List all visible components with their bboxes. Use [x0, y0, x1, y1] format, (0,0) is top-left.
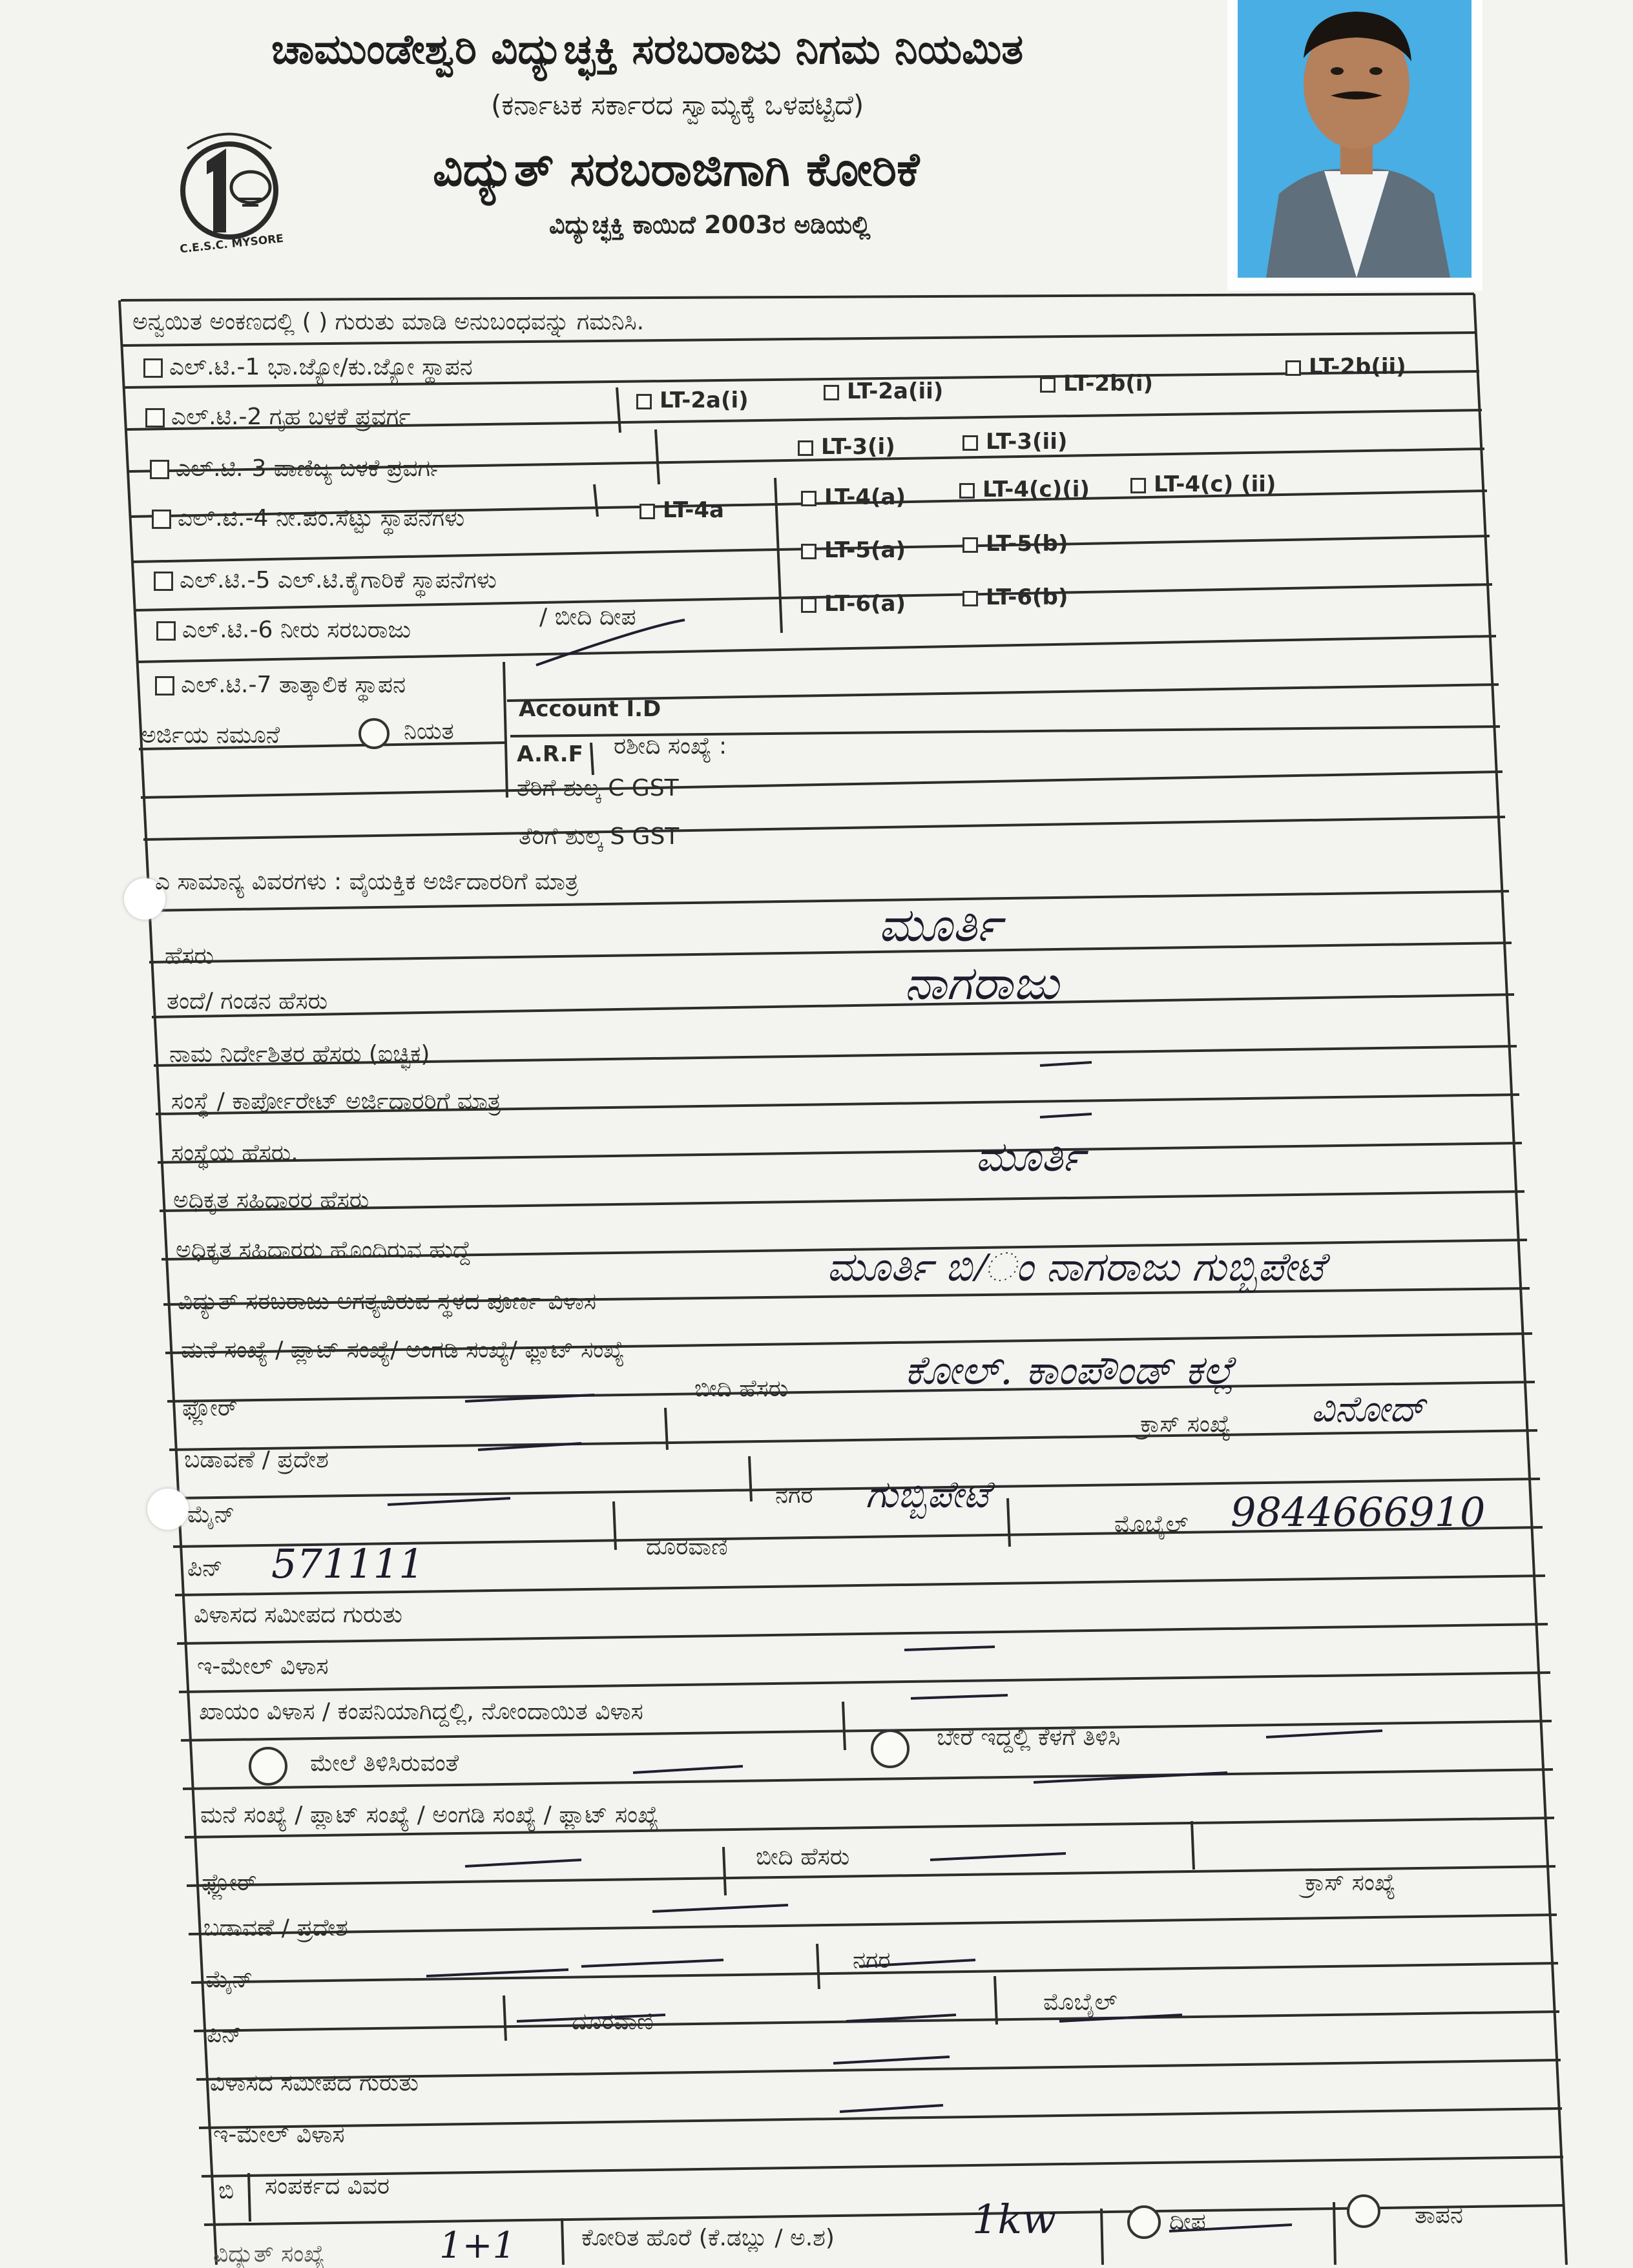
name-value[interactable]: ಮೂರ್ತಿ — [879, 898, 1001, 952]
regular-option-label: ನಿಯತ — [404, 718, 454, 745]
cgst-label: ತೆರಿಗೆ ಶುಲ್ಕ C GST — [517, 775, 679, 801]
lt2b-i-checkbox[interactable] — [1040, 377, 1056, 393]
cross-number-value[interactable]: ವಿನೋದ್ — [1311, 1388, 1425, 1430]
form-title: ವಿದ್ಯುತ್ ಸರಬರಾಜಿಗಾಗಿ ಕೋರಿಕೆ — [433, 142, 920, 196]
lt4a-option[interactable] — [640, 497, 724, 523]
heating-label: ತಾಪನ — [1415, 2202, 1463, 2229]
lt5a-option[interactable] — [801, 537, 906, 563]
lt4c-i-option[interactable] — [959, 477, 1090, 502]
perm-floor-label: ಫ್ಲೋರ್ — [202, 1870, 257, 1896]
lt6a-checkbox[interactable] — [801, 597, 816, 613]
lt6a-label: LT-6(a) — [824, 591, 906, 617]
lt4c-i-label: LT-4(c)(i) — [983, 477, 1090, 502]
bottom-count-label: ವಿದ್ಯುತ್ ಸಂಖ್ಯೆ — [213, 2241, 325, 2267]
general-section-title: ಎ ಸಾಮಾನ್ಯ ವಿವರಗಳು : ವೈಯಕ್ತಿಕ ಅರ್ಜಿದಾರರಿಗೆ ಮಾತ್ರ — [155, 869, 579, 895]
house-number-label: ಮನೆ ಸಂಖ್ಯೆ / ಪ್ಲಾಟ್ ಸಂಖ್ಯೆ/ ಅಂಗಡಿ ಸಂಖ್ಯೆ/ ಫ್ಲಾಟ್ ಸಂಖ್ಯೆ — [181, 1337, 625, 1363]
supply-address-value[interactable]: ಮೂರ್ತಿ ಬಿ/ಂ ನಾಗರಾಜು ಗುಬ್ಬಿಪೇಟೆ — [827, 1243, 1325, 1290]
lt3-ii-label: LT-3(ii) — [986, 429, 1068, 455]
perm-phone-label: ದೂರವಾಣಿ — [572, 2008, 654, 2035]
perm-layout-label: ಬಡಾವಣೆ / ಪ್ರದೇಶ — [203, 1915, 348, 1941]
lt4a-label: LT-4a — [663, 497, 724, 523]
lt2b-ii-option[interactable] — [1285, 354, 1406, 380]
lt4-option[interactable] — [152, 505, 464, 532]
lt6b-label: LT-6(b) — [986, 584, 1068, 610]
lt2-checkbox[interactable] — [145, 408, 165, 428]
corporate-label: ಸಂಸ್ಥೆ / ಕಾರ್ಪೋರೇಟ್ ಅರ್ಜಿದಾರರಿಗೆ ಮಾತ್ರ — [171, 1088, 501, 1115]
lt5-label: ಎಲ್.ಟಿ.-5 ಎಲ್.ಟಿ.ಕೈಗಾರಿಕೆ ಸ್ಥಾಪನೆಗಳು — [180, 567, 497, 593]
lt3-option[interactable] — [150, 455, 442, 482]
act-line: ವಿದ್ಯುಚ್ಛಕ್ತಿ ಕಾಯಿದೆ 2003ರ ಅಡಿಯಲ್ಲಿ — [549, 211, 871, 239]
name-label: ಹೆಸರು — [165, 943, 214, 969]
lt4c-i-checkbox[interactable] — [959, 483, 975, 499]
lt4-a-label: LT-4(a) — [824, 484, 906, 510]
application-type-label: ಅರ್ಜಿಯ ನಮೂನೆ — [141, 722, 280, 748]
lt5b-checkbox[interactable] — [962, 537, 978, 553]
connection-section-code: ಬಿ — [218, 2178, 234, 2204]
perm-city-label: ನಗರ — [853, 1947, 891, 1974]
lt3-i-option[interactable] — [798, 434, 895, 460]
perm-pin-label: ಪಿನ್ — [207, 2021, 242, 2048]
perm-cross-number-label: ಕ್ರಾಸ್ ಸಂಖ್ಯೆ — [1305, 1870, 1396, 1896]
lt3-label: ಎಲ್.ಟಿ.-3 ವಾಣಿಜ್ಯ ಬಳಕೆ ಪ್ರವರ್ಗ — [176, 455, 442, 482]
bottom-count-value[interactable]: 1+1 — [439, 2225, 516, 2267]
lt6b-option[interactable] — [962, 584, 1068, 610]
main-label: ಮೈನ್ — [187, 1501, 235, 1528]
lt6-label: ಎಲ್.ಟಿ.-6 ನೀರು ಸರಬರಾಜು — [182, 617, 411, 643]
lt4c-ii-option[interactable] — [1130, 471, 1276, 497]
lt4-a-checkbox[interactable] — [801, 491, 816, 506]
instruction-text: ಅನ್ವಯಿತ ಅಂಕಣದಲ್ಲಿ ( ) ಗುರುತು ಮಾಡಿ ಅನುಬಂಧವನ್ನು ಗಮನಿಸಿ. — [132, 309, 645, 335]
father-name-value[interactable]: ನಾಗರಾಜು — [904, 956, 1059, 1010]
arf-label: A.R.F — [517, 741, 583, 767]
lt1-option[interactable] — [143, 354, 473, 381]
father-name-label: ತಂದೆ/ ಗಂಡನ ಹೆಸರು — [167, 988, 328, 1015]
authorised-signatory-label: ಅಧಿಕೃತ ಸಹಿದಾರರ ಹೆಸರು — [173, 1187, 369, 1213]
lt2a-ii-label: LT-2a(ii) — [847, 378, 944, 404]
lt2-label: ಎಲ್.ಟಿ.-2 ಗೃಹ ಬಳಕೆ ಪ್ರವರ್ಗ — [171, 404, 411, 430]
perm-landmark-label: ವಿಳಾಸದ ಸಮೀಪದ ಗುರುತು — [210, 2070, 419, 2096]
supply-address-label: ವಿದ್ಯುತ್ ಸರಬರಾಜು ಅಗತ್ಯವಿರುವ ಸ್ಥಳದ ಪೂರ್ಣ ವಿಳಾಸ — [178, 1288, 596, 1315]
landmark-label: ವಿಳಾಸದ ಸಮೀಪದ ಗುರುತು — [194, 1602, 402, 1628]
city-value[interactable]: ಗುಬ್ಬಿಪೇಟೆ — [866, 1472, 990, 1516]
perm-email-label: ಇ-ಮೇಲ್ ವಿಳಾಸ — [213, 2121, 345, 2148]
lt2b-ii-checkbox[interactable] — [1285, 360, 1301, 376]
lt1-label: ಎಲ್.ಟಿ.-1 ಭಾ.ಜ್ಯೋ/ಕು.ಜ್ಯೋ ಸ್ಥಾಪನ — [169, 354, 473, 380]
perm-mobile-label: ಮೊಬೈಲ್ — [1043, 1989, 1118, 2015]
phone-label: ದೂರವಾಣಿ — [646, 1534, 728, 1560]
same-as-above-radio[interactable] — [249, 1747, 287, 1786]
perm-house-number-label: ಮನೆ ಸಂಖ್ಯೆ / ಪ್ಲಾಟ್ ಸಂಖ್ಯೆ / ಅಂಗಡಿ ಸಂಖ್ಯೆ / ಫ್ಲಾಟ್ ಸಂಖ್ಯೆ — [200, 1802, 659, 1828]
lt4c-ii-checkbox[interactable] — [1130, 478, 1146, 493]
connection-section-title: ಸಂಪರ್ಕದ ವಿವರ — [265, 2173, 390, 2200]
lt3-i-checkbox[interactable] — [798, 440, 813, 456]
lt5-option[interactable] — [154, 567, 497, 594]
company-name: ಚಾಮುಂಡೇಶ್ವರಿ ವಿದ್ಯುಚ್ಛಕ್ತಿ ಸರಬರಾಜು ನಿಗಮ ನಿಯಮಿತ — [271, 26, 1024, 74]
lt2-option[interactable] — [145, 404, 411, 431]
receipt-number-label: ರಶೀದಿ ಸಂಖ್ಯೆ : — [614, 733, 727, 759]
authorised-position-label: ಅಧಿಕೃತ ಸಹಿದಾರರು ಹೊಂದಿರುವ ಹುದ್ದೆ — [176, 1237, 471, 1263]
same-as-above-label: ಮೇಲೆ ತಿಳಿಸಿರುವಂತೆ — [310, 1750, 459, 1777]
lt5b-label: LT-5(b) — [986, 531, 1068, 557]
email-label: ಇ-ಮೇಲ್ ವಿಳಾಸ — [197, 1653, 329, 1680]
permanent-address-title: ಖಾಯಂ ವಿಳಾಸ / ಕಂಪನಿಯಾಗಿದ್ದಲ್ಲಿ, ನೋಂದಾಯಿತ ವಿಳಾಸ — [199, 1698, 643, 1725]
lt4a-checkbox[interactable] — [640, 504, 655, 519]
lt3-ii-checkbox[interactable] — [962, 435, 978, 451]
lt6b-checkbox[interactable] — [962, 591, 978, 606]
mobile-value[interactable]: 9844666910 — [1231, 1489, 1486, 1536]
lt5a-label: LT-5(a) — [824, 537, 906, 563]
lt4-checkbox[interactable] — [152, 510, 171, 529]
light-label: ದೀಪ — [1169, 2209, 1206, 2235]
account-id-label: Account I.D — [519, 696, 661, 722]
authorised-signatory-value[interactable]: ಮೂರ್ತಿ — [975, 1133, 1085, 1181]
lt5b-option[interactable] — [962, 531, 1068, 557]
lt7-checkbox[interactable] — [155, 676, 174, 696]
lt2b-ii-label: LT-2b(ii) — [1309, 354, 1406, 380]
nominee-label: ನಾಮ ನಿರ್ದೇಶಿತರ ಹೆಸರು (ಐಚ್ಛಿಕ) — [169, 1041, 430, 1067]
lt4-label: ಎಲ್.ಟಿ.-4 ನೀ.ಪಂ.ಸೆಟ್ಟು ಸ್ಥಾಪನೆಗಳು — [178, 505, 465, 531]
lt2a-ii-option[interactable] — [824, 378, 943, 404]
lt2b-i-option[interactable] — [1040, 371, 1153, 397]
company-subtitle: (ಕರ್ನಾಟಕ ಸರ್ಕಾರದ ಸ್ವಾಮ್ಯಕ್ಕೆ ಒಳಪಟ್ಟಿದೆ) — [491, 89, 864, 121]
pin-label: ಪಿನ್ — [187, 1555, 223, 1582]
lt5a-checkbox[interactable] — [801, 544, 816, 559]
punch-hole-bottom — [147, 1489, 189, 1530]
lt2a-i-checkbox[interactable] — [636, 394, 652, 409]
organisation-name-label: ಸಂಸ್ಥೆಯ ಹೆಸರು. — [171, 1140, 298, 1166]
sgst-label: ತೆರಿಗೆ ಶುಲ್ಕ S GST — [519, 823, 680, 850]
floor-label: ಫ್ಲೋರ್ — [182, 1395, 238, 1421]
lt6a-option[interactable] — [801, 591, 906, 617]
layout-area-label: ಬಡಾವಣೆ / ಪ್ರದೇಶ — [184, 1447, 329, 1473]
lt3-checkbox[interactable] — [150, 460, 169, 479]
lt2a-i-option[interactable] — [636, 387, 749, 413]
lt4c-ii-label: LT-4(c) (ii) — [1154, 471, 1276, 497]
street-name-label: ಬೀದಿ ಹೆಸರು — [694, 1376, 789, 1402]
lt3-i-label: LT-3(i) — [821, 434, 895, 460]
lt3-ii-option[interactable] — [962, 429, 1067, 455]
requested-load-value[interactable]: 1kw — [972, 2196, 1057, 2243]
lt4-a-option[interactable] — [801, 484, 906, 510]
house-number-value[interactable]: ಕೋಲ್. ಕಾಂಪೌಂಡ್ ಕಲ್ಲೆ — [904, 1346, 1236, 1394]
lt6-checkbox[interactable] — [156, 621, 176, 641]
lt6-option[interactable] — [156, 617, 411, 644]
regular-radio[interactable] — [359, 718, 390, 749]
perm-main-label: ಮೈನ್ — [205, 1966, 253, 1993]
lt2a-i-label: LT-2a(i) — [660, 387, 749, 413]
lt2b-i-label: LT-2b(i) — [1063, 371, 1154, 397]
perm-street-name-label: ಬೀದಿ ಹೆಸರು — [756, 1844, 850, 1870]
other-address-radio[interactable] — [871, 1729, 910, 1768]
requested-load-label: ಕೋರಿತ ಹೊರೆ (ಕೆ.ಡಬ್ಲು / ಅ.ಶ) — [581, 2225, 835, 2251]
logo-text: C.E.S.C. MYSORE — [179, 232, 284, 256]
lt6-street-light-label: / ಬೀದಿ ದೀಪ — [539, 604, 636, 630]
lt1-checkbox[interactable] — [143, 358, 163, 378]
lt5-checkbox[interactable] — [154, 572, 173, 591]
mobile-label: ಮೊಬೈಲ್ — [1114, 1511, 1189, 1538]
heating-radio[interactable] — [1347, 2194, 1380, 2228]
light-radio[interactable] — [1127, 2205, 1161, 2239]
lt7-option[interactable] — [155, 672, 406, 699]
lt2a-ii-checkbox[interactable] — [824, 385, 839, 400]
other-address-label: ಬೇರೆ ಇದ್ದಲ್ಲಿ ಕೆಳಗೆ ತಿಳಿಸಿ — [937, 1724, 1121, 1751]
pin-value[interactable]: 571111 — [271, 1540, 424, 1587]
cross-number-label: ಕ್ರಾಸ್ ಸಂಖ್ಯೆ — [1140, 1411, 1231, 1438]
city-label: ನಗರ — [775, 1482, 813, 1509]
lt7-label: ಎಲ್.ಟಿ.-7 ತಾತ್ಕಾಲಿಕ ಸ್ಥಾಪನ — [181, 672, 406, 698]
